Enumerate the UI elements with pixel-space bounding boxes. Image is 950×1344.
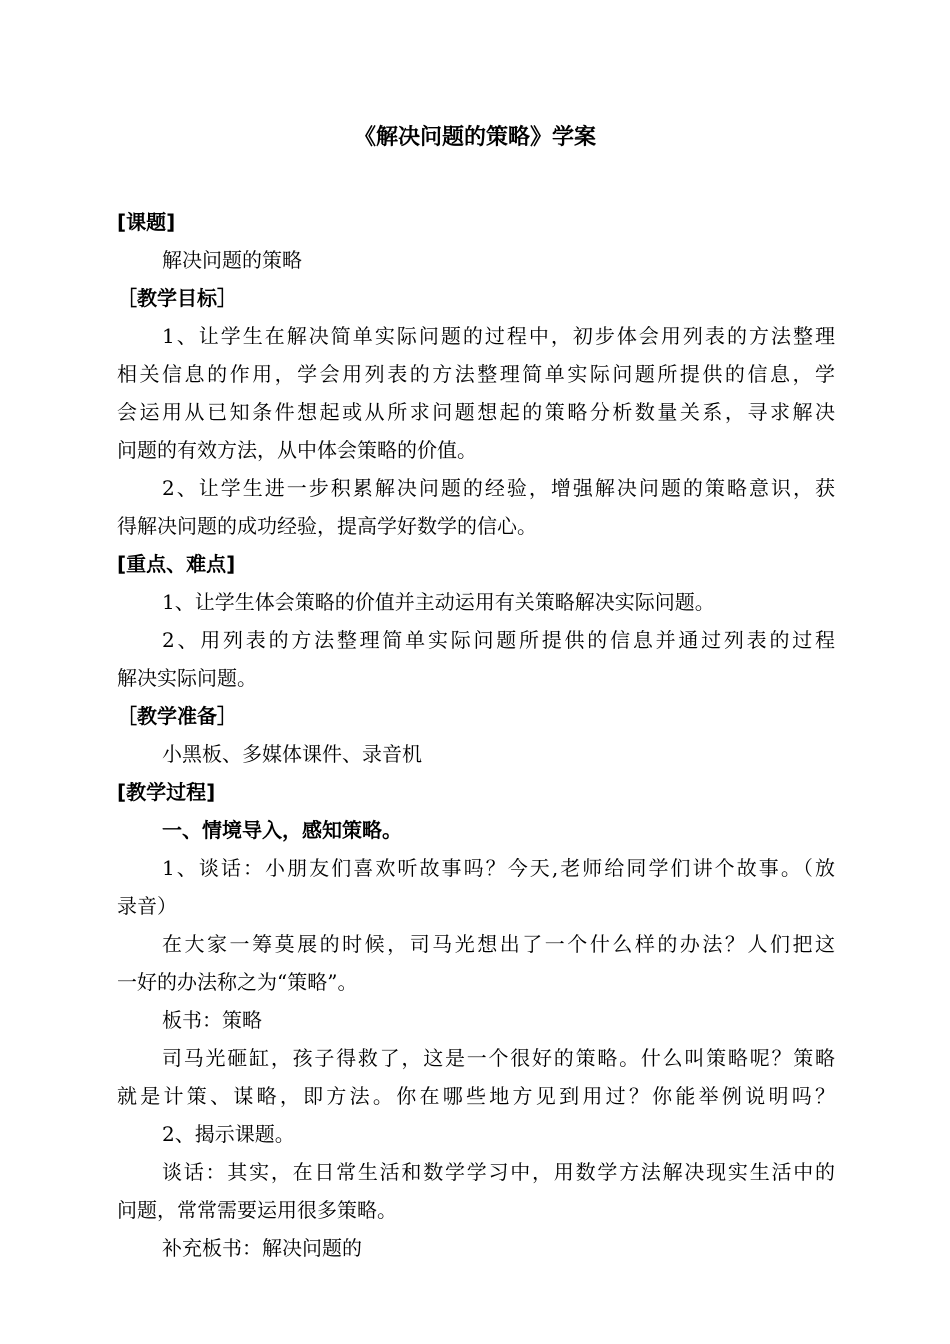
process-line: 2、揭示课题。 bbox=[162, 1122, 295, 1146]
document-body bbox=[117, 203, 835, 1267]
process-line: 补充板书：解决问题的 bbox=[162, 1236, 362, 1260]
section-heading-topic: [课题] bbox=[117, 210, 176, 234]
key-points-line: 1、让学生体会策略的价值并主动运用有关策略解决实际问题。 bbox=[162, 590, 715, 614]
section-heading-goals: ［教学目标］ bbox=[117, 286, 237, 310]
goals-line: 会运用从已知条件想起或从所求问题想起的策略分析数量关系，寻求解决 bbox=[117, 400, 835, 424]
section-heading-preparation: ［教学准备］ bbox=[117, 704, 237, 728]
section-heading-process: [教学过程] bbox=[117, 780, 216, 804]
section-heading-key-points: [重点、难点] bbox=[117, 552, 236, 576]
topic-line: 解决问题的策略 bbox=[162, 248, 302, 272]
process-line: 一好的办法称之为“策略”。 bbox=[117, 970, 358, 994]
preparation-line: 小黑板、多媒体课件、录音机 bbox=[162, 742, 422, 766]
process-line: 在大家一筹莫展的时候，司马光想出了一个什么样的办法？人们把这 bbox=[162, 932, 835, 956]
goals-line: 1、让学生在解决简单实际问题的过程中，初步体会用列表的方法整理 bbox=[162, 324, 835, 348]
goals-line: 2、让学生进一步积累解决问题的经验，增强解决问题的策略意识，获 bbox=[162, 476, 835, 500]
process-line: 板书：策略 bbox=[162, 1008, 262, 1032]
process-subheading: 一、情境导入，感知策略。 bbox=[162, 818, 402, 842]
process-line: 1、谈话：小朋友们喜欢听故事吗？今天,老师给同学们讲个故事。（放 bbox=[162, 856, 835, 880]
process-line: 就是计策、谋略，即方法。你在哪些地方见到用过？你能举例说明吗？ bbox=[117, 1084, 835, 1108]
document-title: 《解决问题的策略》学案 bbox=[353, 125, 596, 150]
process-line: 谈话：其实，在日常生活和数学学习中，用数学方法解决现实生活中的 bbox=[162, 1160, 835, 1184]
goals-line: 得解决问题的成功经验，提高学好数学的信心。 bbox=[117, 514, 537, 538]
goals-line: 问题的有效方法，从中体会策略的价值。 bbox=[117, 438, 477, 462]
key-points-line: 2、用列表的方法整理简单实际问题所提供的信息并通过列表的过程 bbox=[162, 628, 835, 652]
process-line: 问题，常常需要运用很多策略。 bbox=[117, 1198, 397, 1222]
process-line: 录音） bbox=[117, 894, 177, 918]
key-points-line: 解决实际问题。 bbox=[117, 666, 257, 690]
process-line: 司马光砸缸，孩子得救了，这是一个很好的策略。什么叫策略呢？策略 bbox=[162, 1046, 835, 1070]
goals-line: 相关信息的作用，学会用列表的方法整理简单实际问题所提供的信息，学 bbox=[117, 362, 835, 386]
